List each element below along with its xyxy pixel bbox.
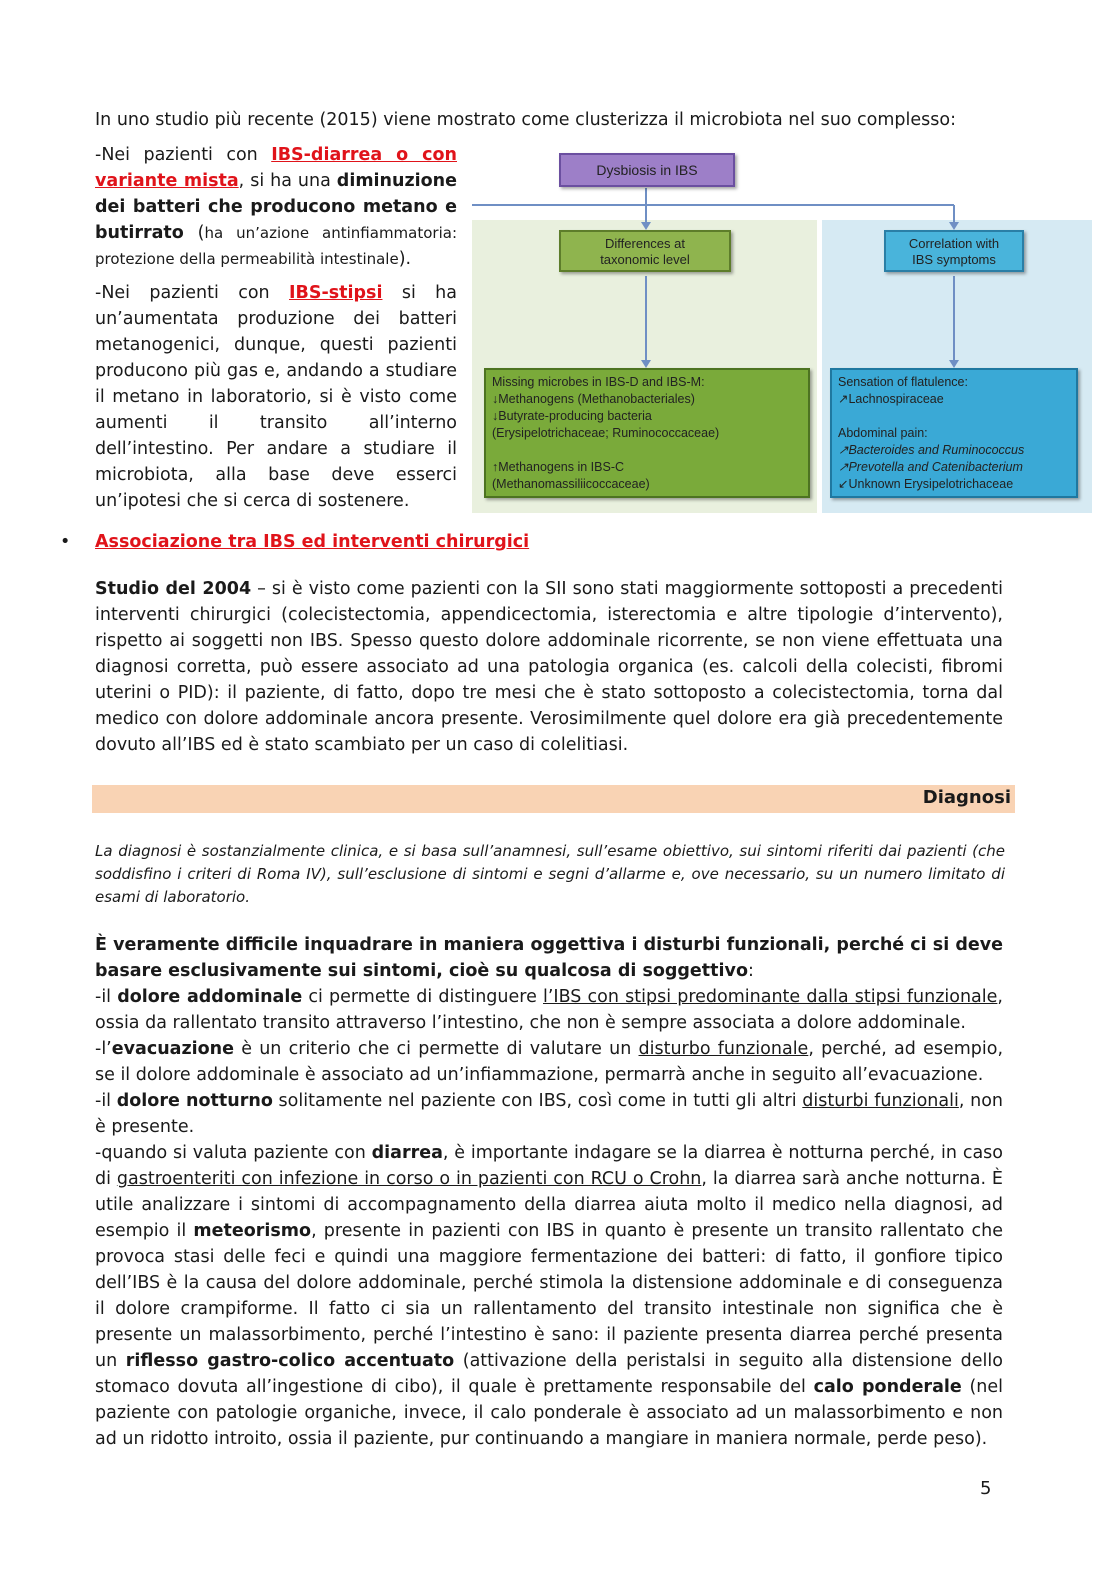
criterion-evacuazione: -l’evacuazione è un criterio che ci permette di valutare un disturbo funzionale, perché, ad esempio, se il dolore addominale è associato ad un’infiammazione, permarrà anche in seguito all’evacuazione. (95, 1039, 1004, 1085)
symptom-microbes-box: Sensation of flatulence: ↗Lachnospiraceae Abdominal pain: ↗Bacteroides and Ruminococcus ↗Prevotella and Catenibacterium ↙Unknown Erysipelotrichaceae (830, 368, 1078, 498)
section-header-diagnosi (92, 785, 1015, 813)
link-ibs-stipsi[interactable]: IBS-stipsi (289, 283, 383, 303)
dysbiosis-figure (472, 150, 1092, 513)
left-column (95, 142, 457, 514)
criterion-diarrea: -quando si valuta paziente con diarrea, è importante indagare se la diarrea è notturna perché, in caso di gastroenteriti con infezione in corso o in pazienti con RCU o Crohn, la diarrea sarà anche notturna. È utile analizzare i sintomi di accompagnamento della diarrea aiuta molto il medico nella diagnosi, ad esempio il meteorismo, presente in pazienti con IBS in quanto è presente un transito rallentato che provoca stasi delle feci e quindi una maggiore fermentazione dei batteri: di fatto, il gonfiore tipico dell’IBS è la causa del dolore addominale, perché stimola la distensione addominale e di conseguenza il dolore crampiforme. Il fatto ci sia un rallentamento del transito intestinale non significa che è presente un malassorbimento, perché l’intestino è sano: il paziente presenta diarrea perché presenta un riflesso gastro-colico accentuato (attivazione della peristalsi in seguito alla distensione dello stomaco dovuta all’ingestione di cibo), il quale è prettamente responsabile del calo ponderale (nel paziente con patologie organiche, invece, il calo ponderale è associato ad un malassorbimento e non ad un ridotto introito, ossia il paziente, pur continuando a mangiare in maniera normale, perde peso). (95, 1143, 1003, 1449)
symptom-correlation-box: Correlation with IBS symptoms (884, 230, 1024, 272)
paragraph-ibs-stipsi: -Nei pazienti con IBS-stipsi si ha un’aumentata produzione dei batteri metanogenici, dunque, questi pazienti producono più gas e, andando a studiare il metano in laboratorio, si è visto come aumenti il transito all’interno dell’intestino. Per andare a studiare il microbiota, alla base deve esserci un’ipotesi che si cerca di sostenere. (95, 283, 457, 511)
paragraph-ibs-diarrea: -Nei pazienti con IBS-diarrea o con variante mista, si ha una diminuzione dei batteri che producono metano e butirrato (ha un’azione antinfiammatoria: protezione della permeabilità intestinale). (95, 145, 458, 269)
heading-surgery-link[interactable]: Associazione tra IBS ed interventi chirurgici (95, 532, 530, 552)
diagnosis-body (95, 932, 1003, 1452)
link-ibs-diarrea[interactable]: IBS-diarrea o con variante mista (95, 145, 457, 191)
page-number: 5 (980, 1478, 992, 1499)
section-title: Diagnosi (922, 787, 1011, 808)
criterion-dolore-addominale: -il dolore addominale ci permette di distinguere l’IBS con stipsi predominante dalla stipsi funzionale, ossia da rallentato transito attraverso l’intestino, che non è sempre associata a dolore addominale. (95, 987, 1003, 1033)
diagnosis-summary: La diagnosi è sostanzialmente clinica, e si basa sull’anamnesi, sull’esame obiettivo, sui sintomi riferiti dai pazienti (che soddisfino i criteri di Roma IV), sull’esclusione di sintomi e segni d’allarme e, ove necessario, su un numero limitato di esami di laboratorio. (95, 842, 1005, 906)
criterion-dolore-notturno: -il dolore notturno solitamente nel paziente con IBS, così come in tutti gli altri disturbi funzionali, non è presente. (95, 1091, 1004, 1137)
study-2004-paragraph: Studio del 2004 – si è visto come pazienti con la SII sono stati maggiormente sottoposti a precedenti interventi chirurgici (colecistectomia, appendicectomia, isterectomia e altre tipologie d’intervento), rispetto ai soggetti non IBS. Spesso questo dolore addominale ricorrente, se non viene effettuata una diagnosi corretta, può essere associato ad una patologia organica (es. calcoli della colecisti, fibromi uterini o PID): il paziente, di fatto, dopo tre mesi che è stato sottoposto a colecistectomia, torna dal medico con dolore addominale ancora presente. Verosimilmente quel dolore era già precedentemente dovuto all’IBS ed è stato scambiato per un caso di colelitiasi. (95, 579, 1003, 755)
intro-text: In uno studio più recente (2015) viene mostrato come clusterizza il microbiota nel suo complesso: (95, 110, 957, 130)
lead-sentence: È veramente difficile inquadrare in maniera oggettiva i disturbi funzionali, perché ci si deve basare esclusivamente sui sintomi, cioè su qualcosa di soggettivo: (95, 935, 1003, 981)
missing-microbes-box: Missing microbes in IBS-D and IBS-M: ↓Methanogens (Methanobacteriales) ↓Butyrate-producing bacteria (Erysipelotrichaceae; Ruminococcaceae) ↑Methanogens in IBS-C (Methanomassiliicoccaceae) (484, 368, 810, 498)
taxonomic-differences-box: Differences at taxonomic level (559, 230, 731, 272)
dysbiosis-box: Dysbiosis in IBS (559, 153, 735, 187)
bullet-mark: • (60, 532, 71, 552)
